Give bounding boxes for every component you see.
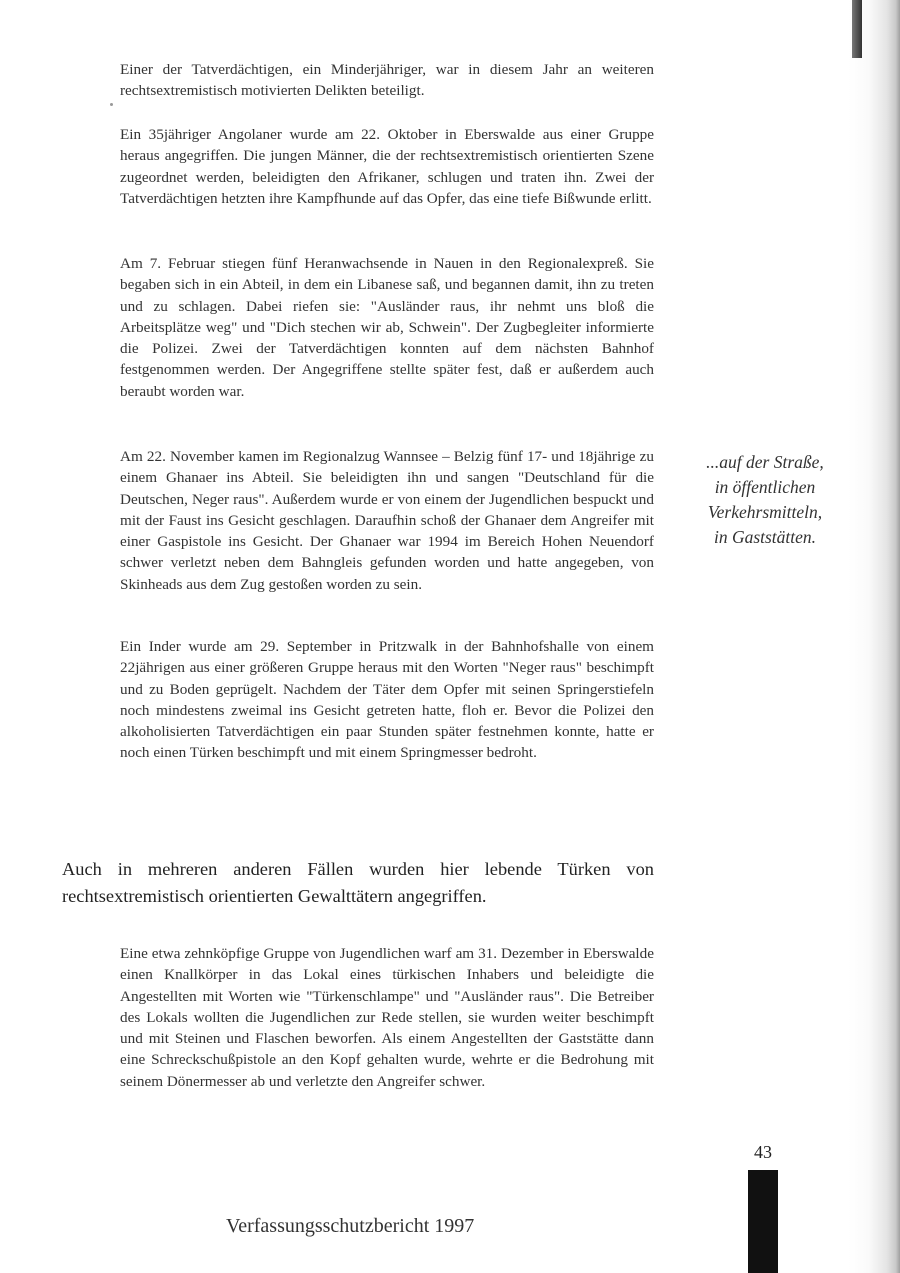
paragraph-angolan-attack: Ein 35jähriger Angolaner wurde am 22. Oktober in Eberswalde aus einer Gruppe heraus angegriffen. Die jungen Männer, die der rechtsextremistisch orientierten Szene zugeordnet werden, beleidigten den Afrikaner, schlugen und traten ihn. Zwei der Tatverdächtigen hetzten ihre Kampfhunde auf das Opfer, das eine tiefe Bißwunde erlitt. — [120, 126, 654, 207]
margin-note-line: ...auf der Straße, — [706, 452, 824, 472]
paragraph-minor-suspect: Einer der Tatverdächtigen, ein Minderjähriger, war in diesem Jahr an weiteren rechtsextremistisch motivierten Delikten beteiligt. — [120, 61, 654, 100]
paragraph-lebanese-attack: Am 7. Februar stiegen fünf Heranwachsende in Nauen in den Regionalexpreß. Sie begaben sich in ein Abteil, in dem ein Libanese saß, und begannen damit, ihn zu treten und zu schlagen. Dabei riefen sie: "Ausländer raus, ihr nehmt uns bloß die Arbeitsplätze weg" und "Dich stechen wir ab, Schwein". Der Zugbegleiter informierte die Polizei. Zwei der Tatverdächtigen konnten auf dem nächsten Bahnhof festgenommen werden. Der Angegriffene stellte später fest, daß er außerdem auch beraubt worden war. — [120, 255, 654, 400]
paragraph-indian-attack: Ein Inder wurde am 29. September in Pritzwalk in der Bahnhofshalle von einem 22jährigen aus einer größeren Gruppe heraus mit den Worten "Neger raus" beschimpft und zu Boden geprügelt. Nachdem der Täter dem Opfer mit seinen Springerstiefeln noch mindestens zweimal ins Gesicht getreten hatte, floh er. Bevor die Polizei den alkoholisierten Tatverdächtigen ein paar Stunden später festnehmen konnte, hatte er noch einen Türken beschimpft und mit einem Springmesser bedroht. — [120, 638, 654, 762]
page-edge-mark — [852, 0, 862, 58]
footer-title: Verfassungsschutzbericht 1997 — [226, 1215, 475, 1237]
margin-note-line: in Gaststätten. — [713, 527, 817, 547]
paragraph-ghanaian-attack: Am 22. November kamen im Regionalzug Wannsee – Belzig fünf 17- und 18jährige zu einem Ghanaer ins Abteil. Sie beleidigten ihn und sangen "Deutschland für die Deutschen, Neger raus". Außerdem wurde er von einem der Jugendlichen bespuckt und mit der Faust ins Gesicht geschlagen. Daraufhin schoß der Ghanaer dem Angreifer mit einer Gaspistole ins Gesicht. Der Ghanaer war 1994 im Bereich Hohen Neuendorf schwer verletzt neben dem Bahngleis gefunden worden und hatte angegeben, von Skinheads aus dem Zug gestoßen worden zu sein. — [120, 448, 654, 593]
margin-note-line: in öffentlichen — [714, 477, 816, 497]
page-number: 43 — [754, 1142, 772, 1162]
paragraph-restaurant-attack: Eine etwa zehnköpfige Gruppe von Jugendlichen warf am 31. Dezember in Eberswalde einen Knallkörper in das Lokal eines türkischen Inhabers und beleidigte die Angestellten mit Worten wie "Türkenschlampe" und "Ausländer raus". Die Betreiber des Lokals wollten die Jugendlichen zur Rede stellen, sie wurden weiter beschimpft und mit Steinen und Flaschen beworfen. Als einem Angestellten der Gaststätte dann eine Schreckschußpistole an den Kopf gehalten wurde, wehrte er die Bedrohung mit seinem Dönermesser ab und verletzte den Angreifer schwer. — [120, 945, 654, 1090]
margin-note-line: Verkehrsmitteln, — [707, 502, 823, 522]
lead-statement: Auch in mehreren anderen Fällen wurden hier lebende Türken von rechtsextremistisch orientierten Gewalttätern angegriffen. — [62, 859, 654, 906]
thumb-index-tab — [748, 1170, 778, 1273]
margin-note — [676, 450, 854, 550]
scan-speck — [110, 103, 113, 106]
page-edge-shadow — [848, 0, 900, 1273]
